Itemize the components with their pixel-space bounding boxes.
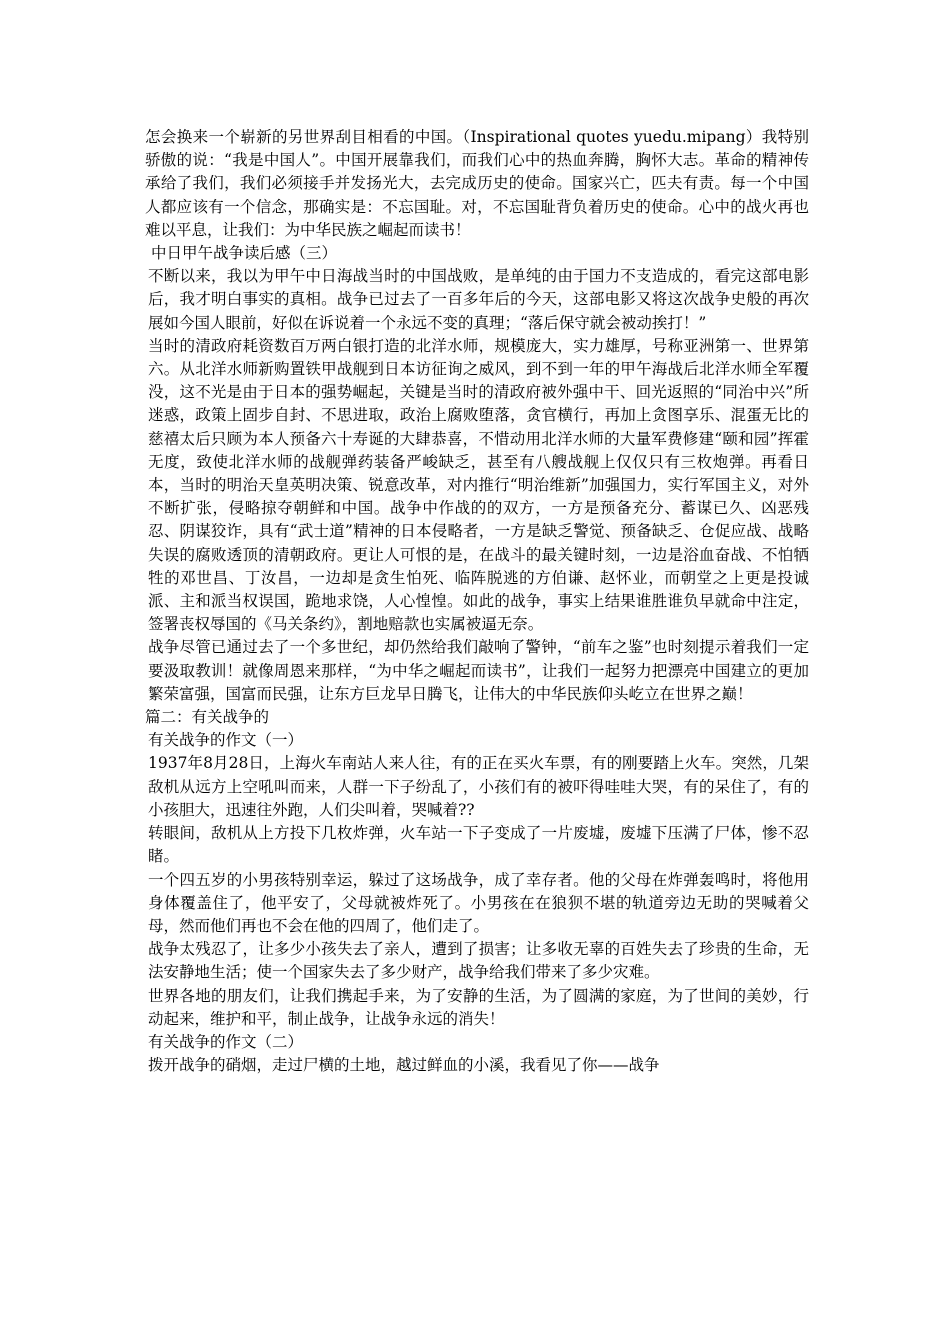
paragraph-essay-1-b: 转眼间，敌机从上方投下几枚炸弹，火车站一下子变成了一片废墟，废墟下压满了尸体，惨不忍睹。 xyxy=(148,824,809,866)
paragraph-essay-1-d: 战争太残忍了，让多少小孩失去了亲人，遭到了损害；让多收无辜的百姓失去了珍贵的生命，无法安静地生活；使一个国家失去了多少财产，战争给我们带来了多少灾难。 xyxy=(148,940,809,982)
section-heading-part-two: 篇二：有关战争的 xyxy=(145,708,270,727)
paragraph-reading-notes-3: 战争尽管已通过去了一个多世纪，却仍然给我们敲响了警钟，“前车之鉴”也时刻提示着我们一定要汲取教训！就像周恩来那样，“为中华之崛起而读书”，让我们一起努力把漂亮中国建立的更加繁荣富强，国富而民强，让东方巨龙早日腾飞，让伟大的中华民族仰头屹立在世界之巅！ xyxy=(148,638,809,703)
paragraph-essay-2-a: 拨开战争的硝烟，走过尸横的土地，越过鲜血的小溪，我看见了你——战争 xyxy=(148,1056,660,1075)
paragraph-reading-notes-1: 不断以来，我以为甲午中日海战当时的中国战败，是单纯的由于国力不支造成的，看完这部电影后，我才明白事实的真相。战争已过去了一百多年后的今天，这部电影又将这次战争史般的再次展如今国人眼前，好似在诉说着一个永远不变的真理；“落后保守就会被动挨打！” xyxy=(148,267,809,332)
document-body xyxy=(145,126,809,1077)
section-heading-reading-notes-3: 中日甲午战争读后感（三） xyxy=(151,244,338,263)
paragraph-reading-notes-2: 当时的清政府耗资数百万两白银打造的北洋水师，规模庞大，实力雄厚，号称亚洲第一、世界第六。从北洋水师新购置铁甲战舰到日本访征询之威风，到不到一年的甲午海战后北洋水师全军覆没，这不光是由于日本的强势崛起，关键是当时的清政府被外强中干、回光返照的“同治中兴”所迷惑，政策上固步自封、不思进取，政治上腐败堕落，贪官横行，再加上贪图享乐、混蛋无比的慈禧太后只顾为本人预备六十寿诞的大肆恭喜，不惜动用北洋水师的大量军费修建“颐和园”挥霍无度，致使北洋水师的战舰弹药装备严峻缺乏，甚至有八艘战舰上仅仅只有三枚炮弹。再看日本，当时的明治天皇英明决策、锐意改革，对内推行“明治维新”加强国力，实行军国主义，对外不断扩张，侵略掠夺朝鲜和中国。战争中作战的的双方，一方是预备充分、蓄谋已久、凶恶残忍、阴谋狡诈，具有“武士道”精神的日本侵略者，一方是缺乏警觉、预备缺乏、仓促应战、战略失误的腐败透顶的清朝政府。更让人可恨的是，在战斗的最关键时刻，一边是浴血奋战、不怕牺牲的邓世昌、丁汝昌，一边却是贪生怕死、临阵脱逃的方伯谦、赵怀业，而朝堂之上更是投诚派、主和派当权误国，跪地求饶，人心惶惶。如此的战争，事实上结果谁胜谁负早就命中注定，签署丧权辱国的《马关条约》，割地赔款也实属被逼无奈。 xyxy=(148,336,809,634)
paragraph-essay-1-e: 世界各地的朋友们，让我们携起手来，为了安静的生活，为了圆满的家庭，为了世间的美妙，行动起来，维护和平，制止战争，让战争永远的消失！ xyxy=(148,986,809,1028)
paragraph-essay-1-a: 1937年8月28日，上海火车南站人来人往，有的正在买火车票，有的刚要踏上火车。突然，几架敌机从远方上空吼叫而来，人群一下子纷乱了，小孩们有的被吓得哇哇大哭，有的呆住了，有的小孩胆大，迅速往外跑，人们尖叫着，哭喊着?? xyxy=(148,754,809,819)
section-heading-essay-2: 有关战争的作文（二） xyxy=(148,1032,304,1051)
paragraph-intro: 怎会换来一个崭新的另世界刮目相看的中国。（Inspirational quotes yuedu.mipang）我特别骄傲的说：“我是中国人”。中国开展靠我们，而我们心中的热血奔腾，胸怀大志。革命的精神传承给了我们，我们必须接手并发扬光大，去完成历史的使命。国家兴亡，匹夫有责。每一个中国人都应该有一个信念，那确实是：不忘国耻。对，不忘国耻背负着历史的使命。心中的战火再也难以平息，让我们：为中华民族之崛起而读书！ xyxy=(145,128,809,239)
section-heading-essay-1: 有关战争的作文（一） xyxy=(148,731,304,750)
paragraph-essay-1-c: 一个四五岁的小男孩特别幸运，躲过了这场战争，成了幸存者。他的父母在炸弹轰鸣时，将他用身体覆盖住了，他平安了，父母就被炸死了。小男孩在在狼狈不堪的轨道旁边无助的哭喊着父母，然而他们再也不会在他的四周了，他们走了。 xyxy=(148,870,809,935)
